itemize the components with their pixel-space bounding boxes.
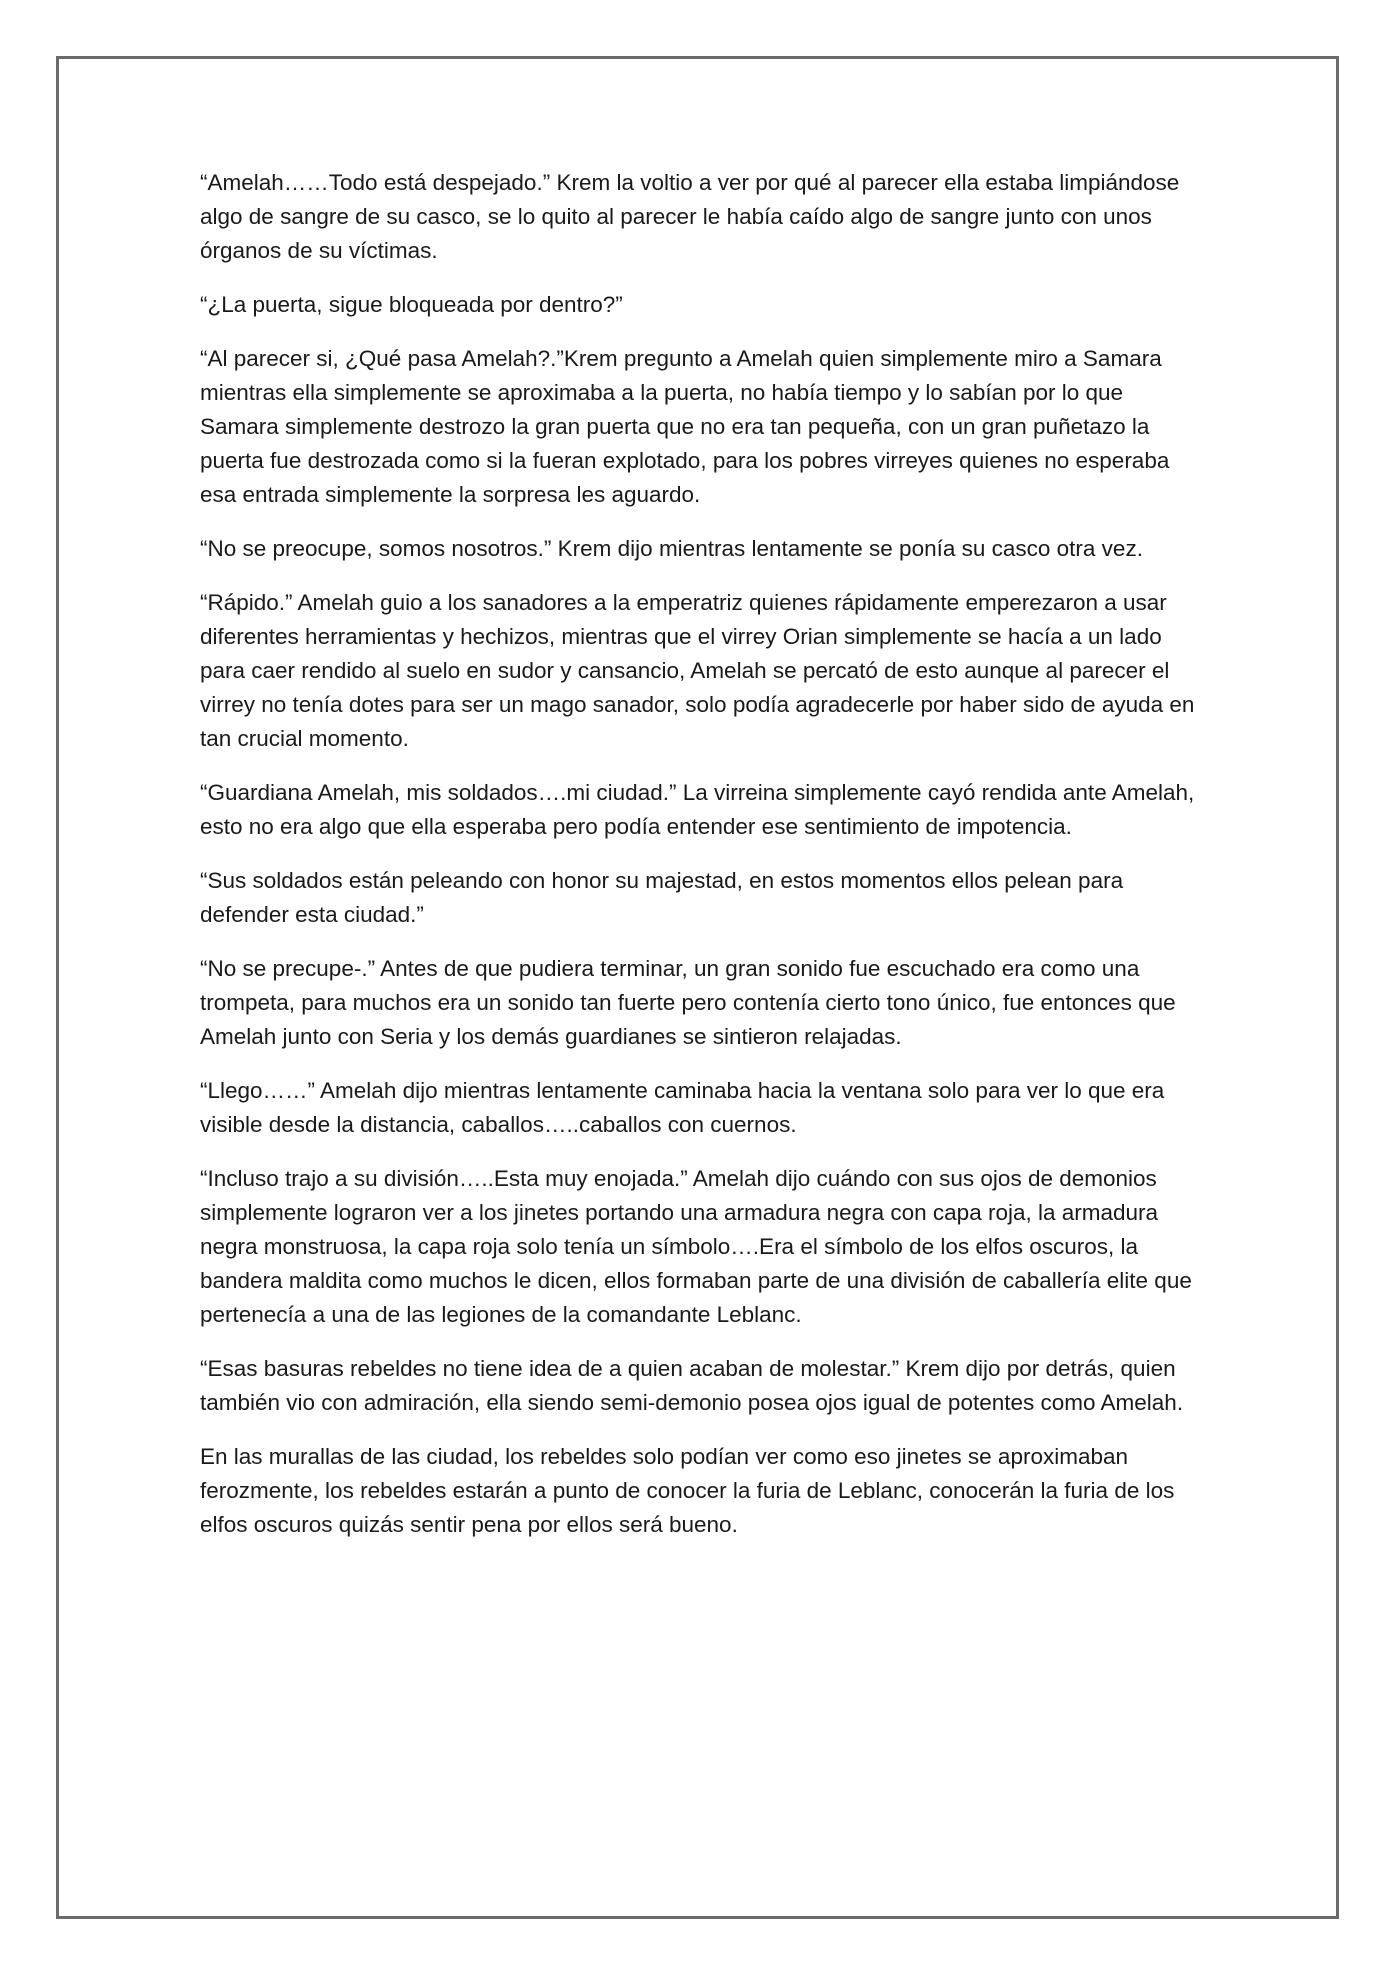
paragraph: “No se precupe-.” Antes de que pudiera terminar, un gran sonido fue escuchado era como una trompeta, para muchos era un sonido tan fuerte pero contenía cierto tono único, fue entonces que Amelah junto con Seria y los demás guardianes se sintieron relajadas. xyxy=(200,956,1176,1049)
paragraph: “Guardiana Amelah, mis soldados….mi ciudad.” La virreina simplemente cayó rendida ante Amelah, esto no era algo que ella esperaba pero podía entender ese sentimiento de impotencia. xyxy=(200,780,1195,839)
paragraph: “Llego……” Amelah dijo mientras lentamente caminaba hacia la ventana solo para ver lo que era visible desde la distancia, caballos…..caballos con cuernos. xyxy=(200,1078,1165,1137)
paragraph: “No se preocupe, somos nosotros.” Krem dijo mientras lentamente se ponía su casco otra vez. xyxy=(200,536,1143,561)
paragraph: “Al parecer si, ¿Qué pasa Amelah?.”Krem pregunto a Amelah quien simplemente miro a Samara mientras ella simplemente se aproximaba a la puerta, no había tiempo y lo sabían por lo que Samara simplemente destrozo la gran puerta que no era tan pequeña, con un gran puñetazo la puerta fue destrozada como si la fueran explotado, para los pobres virreyes quienes no esperaba esa entrada simplemente la sorpresa les aguardo. xyxy=(200,346,1170,507)
paragraph: “¿La puerta, sigue bloqueada por dentro?” xyxy=(200,292,623,317)
document-body xyxy=(200,166,1205,1562)
paragraph: “Sus soldados están peleando con honor su majestad, en estos momentos ellos pelean para defender esta ciudad.” xyxy=(200,868,1124,927)
paragraph: En las murallas de las ciudad, los rebeldes solo podían ver como eso jinetes se aproximaban ferozmente, los rebeldes estarán a punto de conocer la furia de Leblanc, conocerán la furia de los elfos oscuros quizás sentir pena por ellos será bueno. xyxy=(200,1444,1175,1537)
paragraph: “Incluso trajo a su división…..Esta muy enojada.” Amelah dijo cuándo con sus ojos de demonios simplemente lograron ver a los jinetes portando una armadura negra con capa roja, la armadura negra monstruosa, la capa roja solo tenía un símbolo….Era el símbolo de los elfos oscuros, la bandera maldita como muchos le dicen, ellos formaban parte de una división de caballería elite que pertenecía a una de las legiones de la comandante Leblanc. xyxy=(200,1166,1192,1327)
paragraph: “Rápido.” Amelah guio a los sanadores a la emperatriz quienes rápidamente emperezaron a usar diferentes herramientas y hechizos, mientras que el virrey Orian simplemente se hacía a un lado para caer rendido al suelo en sudor y cansancio, Amelah se percató de esto aunque al parecer el virrey no tenía dotes para ser un mago sanador, solo podía agradecerle por haber sido de ayuda en tan crucial momento. xyxy=(200,590,1195,751)
paragraph: “Esas basuras rebeldes no tiene idea de a quien acaban de molestar.” Krem dijo por detrás, quien también vio con admiración, ella siendo semi-demonio posea ojos igual de potentes como Amelah. xyxy=(200,1356,1184,1415)
paragraph: “Amelah……Todo está despejado.” Krem la voltio a ver por qué al parecer ella estaba limpiándose algo de sangre de su casco, se lo quito al parecer le había caído algo de sangre junto con unos órganos de su víctimas. xyxy=(200,170,1180,263)
